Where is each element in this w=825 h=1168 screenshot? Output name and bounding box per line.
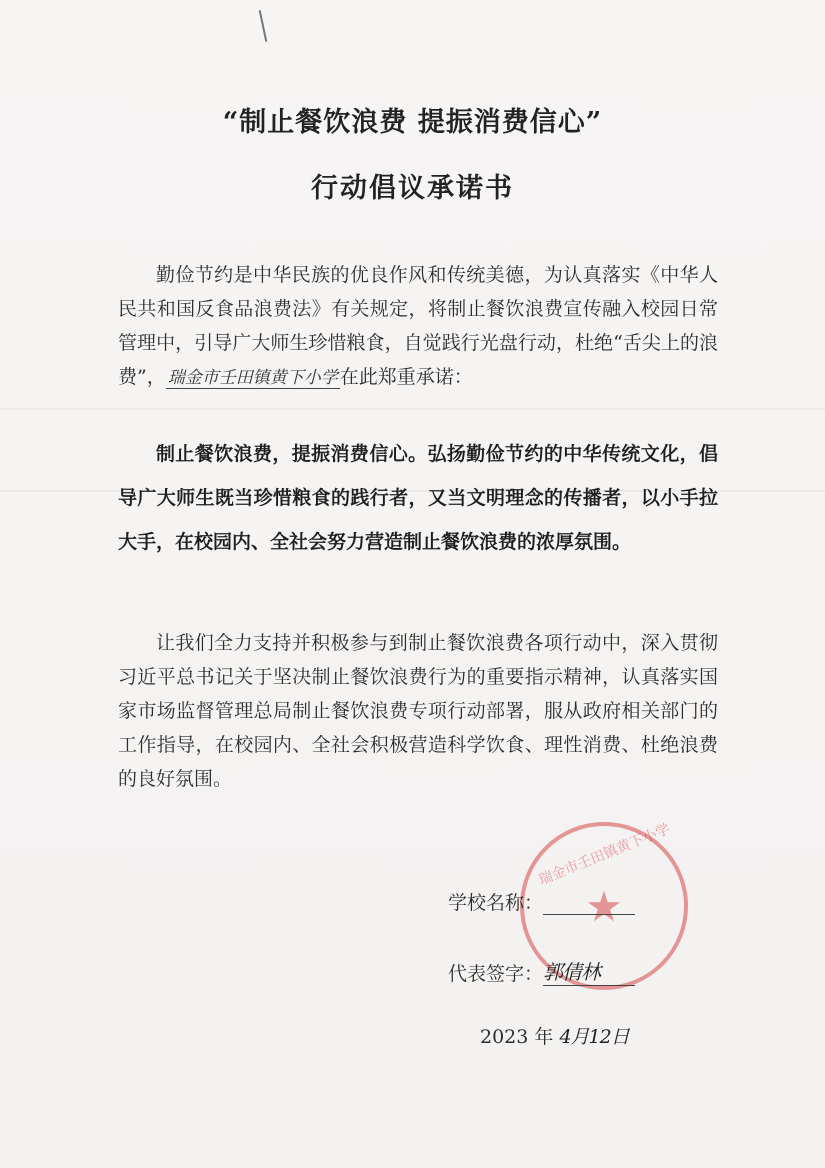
rep-sign-row: [448, 956, 635, 986]
rep-sign-label: 代表签字：: [448, 963, 544, 985]
date-year: 2023 年: [480, 1026, 554, 1048]
paragraph-2-bold: 制止餐饮浪费，提振消费信心。弘扬勤俭节约的中华传统文化，倡导广大师生既当珍惜粮食的践行者，又当文明理念的传播者，以小手拉大手，在校园内、全社会努力营造制止餐饮浪费的浓厚氛围。: [118, 443, 718, 553]
school-name-row: [448, 888, 635, 915]
star-icon: ★: [585, 881, 623, 931]
school-name-line: [543, 892, 635, 915]
paragraph-3: 让我们全力支持并积极参与到制止餐饮浪费各项行动中，深入贯彻习近平总书记关于坚决制止餐饮浪费行为的重要指示精神，认真落实国家市场监督管理总局制止餐饮浪费专项行动部署，服从政府相关部门的工作指导，在校园内、全社会积极营造科学饮食、理性消费、杜绝浪费的良好氛围。: [118, 632, 718, 790]
date-row: [480, 1022, 629, 1049]
document-title: “制止餐饮浪费 提振消费信心”: [222, 107, 603, 138]
handwritten-signature: 郭倩林: [543, 960, 601, 984]
document-subtitle: 行动倡议承诺书: [311, 173, 514, 204]
fold-line: [0, 408, 825, 410]
rep-sign-line: [543, 956, 635, 986]
paragraph-1: [118, 258, 718, 395]
paragraph-1-tail: 在此郑重承诺：: [339, 366, 473, 388]
paragraph-1-text: 勤俭节约是中华民族的优良作风和传统美德，为认真落实《中华人民共和国反食品浪费法》有关规定，将制止餐饮浪费宣传融入校园日常管理中，引导广大师生珍惜粮食，自觉践行光盘行动，杜绝“舌尖上的浪费”，: [118, 264, 718, 388]
paper-mark: [259, 10, 268, 42]
handwritten-school-name: 瑞金市壬田镇黄下小学: [167, 368, 338, 388]
handwritten-date: 4月12日: [559, 1026, 629, 1048]
school-name-label: 学校名称：: [448, 892, 544, 914]
seal-text: 瑞金市壬田镇黄下小学: [536, 821, 673, 889]
